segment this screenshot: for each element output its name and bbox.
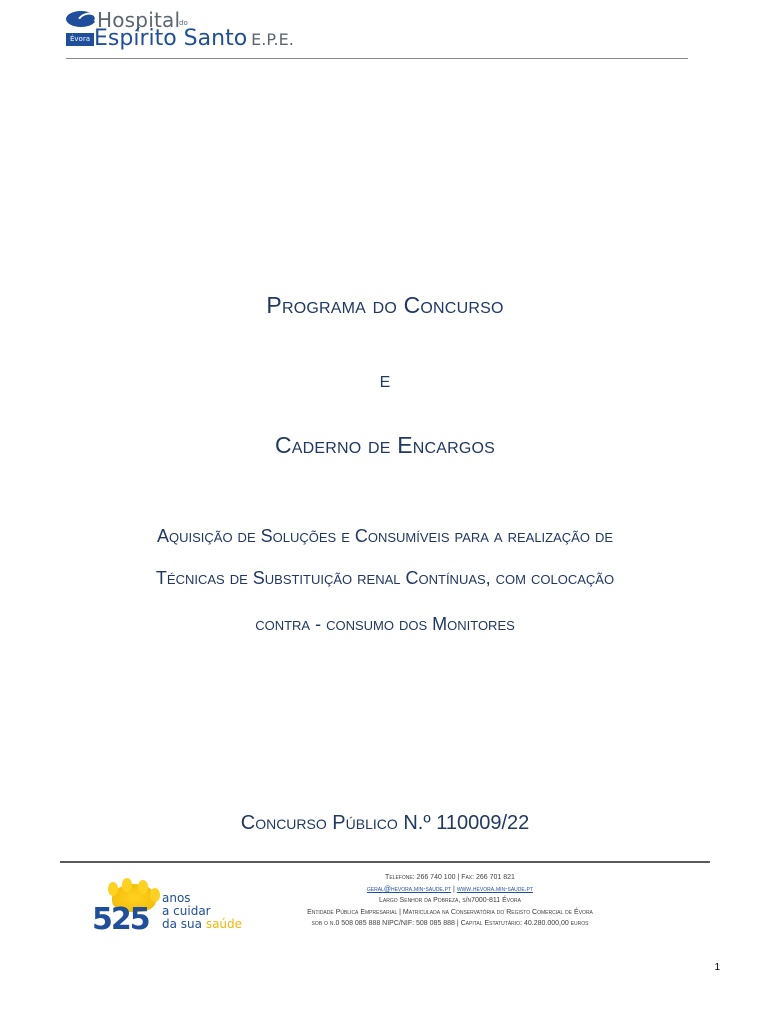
title-programa: Programa do Concurso (266, 292, 504, 318)
title-caderno: Caderno de Encargos (274, 432, 496, 458)
anniversary-line-3 (162, 918, 242, 931)
title-conjunction: e (379, 366, 391, 392)
sun-ray-icon (138, 880, 148, 894)
footer-address: Largo Senhor da Pobreza, s/n7000-811 Évora (379, 897, 521, 904)
subject-line-2: Técnicas de Substituição renal Contínuas, com colocação (155, 568, 615, 588)
anniversary-text (162, 892, 242, 931)
sun-ray-icon (150, 888, 160, 902)
anniversary-line-2: a cuidar (162, 904, 211, 918)
logo-evora-badge: Évora (66, 33, 94, 46)
hospital-logo (66, 8, 326, 58)
anniversary-logo (92, 882, 252, 942)
logo-word-do: do (179, 19, 188, 27)
logo-word-espirito-santo (94, 26, 294, 51)
logo-epe: E.P.E. (251, 30, 294, 49)
logo-name: Espírito Santo (94, 26, 248, 51)
email-link[interactable]: geral@hevora.min-saude.pt (366, 885, 452, 893)
footer-web-row (250, 884, 650, 896)
anniversary-line-1: anos (162, 891, 191, 905)
logo-emblem-icon (66, 11, 96, 27)
sun-ray-icon (122, 878, 132, 892)
website-link[interactable]: www.hevora.min-saude.pt (456, 885, 534, 893)
subject-line-1: Aquisição de Soluções e Consumíveis para a realização de (156, 526, 614, 546)
footer-entity: Entidade Pública Empresarial | Matriculada na Conservatória do Registo Comercial de Évora (307, 908, 593, 916)
footer-separator: | (451, 885, 457, 893)
subject-line-3: contra - consumo dos Monitores (255, 614, 515, 634)
header-divider (66, 58, 688, 59)
footer-registry: sob o n.0 508 085 888 NIPC/NIF: 508 085 888 | Capital Estatutário: 40.280.000,00 euros (311, 920, 589, 927)
concurso-number: Concurso Público N.º 110009/22 (240, 812, 530, 834)
logo-word-hospital: Hospital (97, 8, 181, 32)
footer-divider (60, 861, 710, 863)
footer-phone: Telefone: 266 740 100 | Fax: 266 701 821 (385, 874, 515, 881)
page-number: 1 (714, 962, 720, 973)
anniversary-line-3b: saúde (205, 917, 243, 931)
anniversary-line-3a: da sua (162, 917, 206, 931)
anniversary-number: 525 (92, 902, 149, 937)
footer-contact (250, 872, 650, 930)
sun-ray-icon (108, 882, 118, 896)
